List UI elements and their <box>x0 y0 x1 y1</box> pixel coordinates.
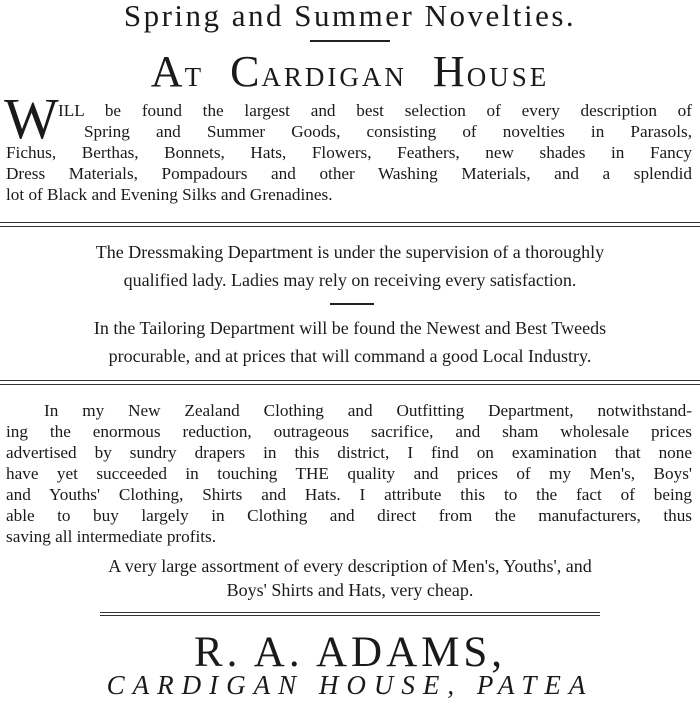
clothing-line: able to buy largely in Clothing and direct from the manufacturers, thus <box>6 506 692 525</box>
divider <box>0 226 700 227</box>
clothing-line: In my New Zealand Clothing and Outfitting Department, notwithstand- <box>44 401 692 420</box>
merchant-name: R. A. ADAMS, <box>193 629 507 676</box>
title-cap-a: A <box>150 47 185 96</box>
clothing-paragraph <box>6 400 692 547</box>
clothing-line: have yet succeeded in touching THE quality and prices of my Men's, Boys' <box>6 464 692 483</box>
intro-line: Dress Materials, Pompadours and other Washing Materials, and a splendid <box>6 164 692 183</box>
intro-paragraph-bottom <box>6 142 692 205</box>
intro-line: Fichus, Berthas, Bonnets, Hats, Flowers, Feathers, new shades in Fancy <box>6 143 692 162</box>
dressmaking-line: qualified lady. Ladies may rely on receiving every satisfaction. <box>123 270 577 290</box>
store-location: CARDIGAN HOUSE, PATEA <box>106 670 594 700</box>
clothing-line: saving all intermediate profits. <box>6 527 217 546</box>
clothing-line: ing the enormous reduction, outrageous sacrifice, and sham wholesale prices <box>6 422 692 441</box>
intro-line: ILL be found the largest and best selection of every description of <box>58 101 692 120</box>
assortment-line: Boys' Shirts and Hats, very cheap. <box>226 580 474 600</box>
tailoring-line: procurable, and at prices that will command a good Local Industry. <box>108 346 592 366</box>
title-cap-c: C <box>230 47 262 96</box>
intro-paragraph-top <box>58 100 692 142</box>
headline: Spring and Summer Novelties. <box>123 0 577 33</box>
divider <box>100 612 600 613</box>
divider <box>310 40 390 42</box>
title-rest-c: ARDIGAN <box>261 62 407 92</box>
clothing-line: and Youths' Clothing, Shirts and Hats. I attribute this to the fact of being <box>6 485 692 504</box>
assortment-line: A very large assortment of every description of Men's, Youths', and <box>108 556 592 576</box>
divider <box>0 222 700 223</box>
intro-line: Spring and Summer Goods, consisting of novelties in Parasols, <box>84 122 692 141</box>
dressmaking-line: The Dressmaking Department is under the supervision of a thoroughly <box>95 242 605 262</box>
divider <box>0 384 700 385</box>
intro-line: lot of Black and Evening Silks and Grenadines. <box>6 185 333 204</box>
divider <box>100 615 600 616</box>
tailoring-line: In the Tailoring Department will be found the Newest and Best Tweeds <box>93 318 607 338</box>
drop-cap: W <box>4 86 59 151</box>
clothing-line: advertised by sundry drapers in this district, I find on examination that none <box>6 443 692 462</box>
divider <box>0 380 700 381</box>
title-rest-a: T <box>184 62 205 92</box>
divider <box>330 303 374 305</box>
store-title <box>0 48 700 101</box>
title-rest-h: OUSE <box>466 62 550 92</box>
title-cap-h: H <box>432 47 467 96</box>
